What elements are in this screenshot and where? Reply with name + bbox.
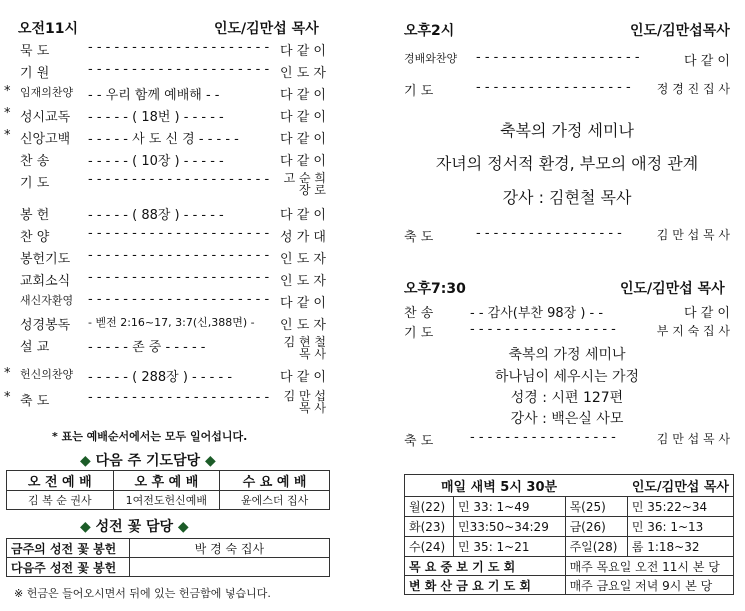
order-item-person: 인 도 자	[280, 66, 326, 81]
pm2-speaker: 강사 : 김현철 목사	[502, 188, 632, 207]
standing-mark: *	[4, 390, 11, 405]
prayer-wednesday-value: 윤에스더 집사	[220, 491, 330, 510]
order-item-person: 다 같 이	[280, 110, 326, 125]
pm2-time: 오후2시	[404, 23, 455, 39]
pm730-row-prayer: 기 도 - - - - - - - - - - - - - - - - - 부 지 숙 집 사	[404, 322, 730, 341]
prayer-section-title: ◆ 다음 주 기도담당 ◆	[80, 453, 216, 469]
order-item-content: - - - - - - - - - - - - - - - - - - - - -	[88, 292, 270, 307]
diamond-icon: ◆	[80, 519, 91, 535]
order-item-content: - - - - - - - - - - - - - - - - - - - - -	[88, 248, 270, 263]
flower-section-title: ◆ 성전 꽃 담당 ◆	[80, 519, 189, 535]
order-item-person: 인 도 자	[280, 252, 326, 267]
order-item-label: 신앙고백	[20, 132, 71, 147]
order-item-label: 임재의찬양	[20, 86, 74, 99]
prayer-afternoon-value: 1여전도헌신예배	[113, 491, 220, 510]
flower-next-week-value	[129, 558, 329, 577]
pm2-seminar-title: 축복의 가정 세미나	[500, 121, 634, 140]
diamond-icon: ◆	[177, 519, 189, 535]
order-item-content: - - 우리 함께 예배해 - -	[88, 88, 220, 103]
wed-prayer-value: 매주 목요일 오전 11시 본 당	[565, 557, 733, 576]
order-item-content: - - - - - - - - - - - - - - - - - - - - -	[88, 226, 270, 241]
order-item-label: 새신자환영	[20, 294, 74, 307]
pm730-row-hymn: 찬 송 - - 감사(부찬 98장 ) - - 다 같 이	[404, 306, 730, 321]
order-item	[20, 62, 326, 84]
order-item-label: 헌신의찬양	[20, 368, 74, 381]
order-item-content: - - - - - 사 도 신 경 - - - - -	[88, 132, 239, 147]
morning-service-time: 오전11시	[18, 21, 79, 37]
standing-mark: *	[4, 106, 11, 121]
order-item	[20, 204, 326, 226]
order-item-content: - - - - - ( 88장 ) - - - - -	[88, 208, 224, 223]
pm2-row-benediction: 축 도 - - - - - - - - - - - - - - - - - 김 만 섭 목 사	[404, 226, 730, 245]
pm2-row-praise: 경배와찬양 - - - - - - - - - - - - - - - - - - - 다 같 이	[404, 50, 730, 69]
prayer-header-wednesday: 수 요 예 배	[220, 471, 330, 491]
pm730-leader: 인도/김만섭 목사	[620, 281, 725, 297]
order-item	[4, 366, 326, 388]
order-item-person: 다 같 이	[280, 88, 326, 103]
pm730-row-benediction: 축 도 - - - - - - - - - - - - - - - - - 김 만 섭 목 사	[404, 430, 730, 449]
fri-prayer-value: 매주 금요일 저녁 9시 본 당	[565, 576, 733, 595]
order-item-content: - - - - - - - - - - - - - - - - - - - - -	[88, 270, 270, 285]
order-item-person: 성 가 대	[280, 230, 326, 245]
order-item	[4, 106, 326, 128]
order-item-label: 설 교	[20, 340, 50, 355]
order-item-person: 다 같 이	[280, 208, 326, 223]
order-item-label: 교회소식	[20, 274, 71, 289]
diamond-icon: ◆	[204, 453, 216, 469]
flower-this-week-label: 금주의 성전 꽃 봉헌	[7, 539, 130, 558]
order-item-content: - - - - - - - - - - - - - - - - - - - - -	[88, 62, 270, 77]
dawn-leader: 인도/김만섭 목사	[565, 475, 733, 497]
order-item-person: 김 현 철 목 사	[283, 335, 326, 361]
offering-footer-note: ※ 헌금은 들어오시면서 뒤에 있는 헌금함에 넣습니다.	[14, 587, 271, 600]
standing-note: * 표는 예배순서에서는 모두 일어섭니다.	[52, 430, 248, 443]
order-item-person: 인 도 자	[280, 318, 326, 333]
dawn-row: 수(24) 민 35: 1~21 주일(28) 롬 1:18~32	[405, 537, 734, 557]
order-item	[20, 270, 326, 292]
fri-prayer-label: 변 화 산 금 요 기 도 회	[405, 576, 566, 595]
wed-prayer-label: 목 요 중 보 기 도 회	[405, 557, 566, 576]
order-item-content: - - - - - ( 288장 ) - - - - -	[88, 370, 233, 385]
prayer-header-morning: 오 전 예 배	[7, 471, 114, 491]
order-item-person: 다 같 이	[280, 370, 326, 385]
order-item-content: - - - - - ( 10장 ) - - - - -	[88, 154, 224, 169]
flower-table	[6, 538, 330, 577]
dawn-title: 매일 새벽 5시 30분	[405, 475, 566, 497]
order-item	[20, 171, 326, 197]
order-item	[20, 226, 326, 248]
order-item-label: 축 도	[20, 394, 50, 409]
order-item	[4, 84, 326, 106]
order-item	[20, 40, 326, 62]
pm2-leader: 인도/김만섭목사	[630, 23, 730, 39]
standing-mark: *	[4, 84, 11, 99]
order-item-label: 찬 송	[20, 154, 50, 169]
order-item-label: 기 원	[20, 66, 50, 81]
pm730-speaker: 강사 : 백은실 사모	[510, 411, 624, 427]
order-item-person: 다 같 이	[280, 132, 326, 147]
order-item	[20, 248, 326, 270]
order-item-person: 다 같 이	[280, 296, 326, 311]
order-item	[4, 128, 326, 150]
diamond-icon: ◆	[80, 453, 91, 469]
standing-mark: *	[4, 128, 11, 143]
dawn-prayer-table	[404, 474, 734, 595]
pm730-time: 오후7:30	[404, 281, 466, 297]
order-item-content: - 벧전 2:16~17, 3:7(신,388면) -	[88, 316, 255, 329]
order-item-person: 인 도 자	[280, 274, 326, 289]
order-item-person: 김 만 섭 목 사	[283, 389, 326, 415]
order-item-content: - - - - - ( 18번 ) - - - - -	[88, 110, 224, 125]
order-item-label: 기 도	[20, 176, 50, 191]
order-item	[20, 314, 326, 336]
dawn-row: 화(23) 민33:50~34:29 금(26) 민 36: 1~13	[405, 517, 734, 537]
prayer-table	[6, 470, 330, 510]
order-item	[20, 292, 326, 314]
order-item-label: 찬 양	[20, 230, 50, 245]
flower-this-week-value: 박 경 숙 집사	[129, 539, 329, 558]
pm730-seminar-title: 축복의 가정 세미나	[508, 347, 626, 363]
morning-service-leader: 인도/김만섭 목사	[214, 21, 319, 37]
order-item-content: - - - - - - - - - - - - - - - - - - - - -	[88, 40, 270, 55]
pm2-seminar-subtitle: 자녀의 정서적 환경, 부모의 애정 관계	[435, 154, 699, 173]
order-item-person: 고 순 희 장 로	[283, 171, 326, 197]
order-item	[4, 389, 326, 415]
order-item-label: 묵 도	[20, 44, 50, 59]
standing-mark: *	[4, 366, 11, 381]
order-item-content: - - - - - - - - - - - - - - - - - - - - -	[88, 390, 270, 405]
order-item-person: 다 같 이	[280, 44, 326, 59]
order-item-person: 다 같 이	[280, 154, 326, 169]
pm730-scripture: 성경 : 시편 127편	[510, 390, 624, 406]
order-item-label: 성시교독	[20, 110, 71, 125]
prayer-header-afternoon: 오 후 예 배	[113, 471, 220, 491]
flower-next-week-label: 다음주 성전 꽃 봉헌	[7, 558, 130, 577]
pm730-seminar-subtitle: 하나님이 세우시는 가정	[494, 369, 640, 385]
order-item-label: 봉 헌	[20, 208, 50, 223]
order-item	[20, 150, 326, 172]
order-item-content: - - - - - - - - - - - - - - - - - - - - -	[88, 172, 270, 187]
order-item-label: 봉헌기도	[20, 252, 71, 267]
pm2-row-prayer: 기 도 - - - - - - - - - - - - - - - - - - 정 경 진 집 사	[404, 80, 730, 99]
dawn-row: 월(22) 민 33: 1~49 목(25) 민 35:22~34	[405, 497, 734, 517]
order-item-content: - - - - - 존 중 - - - - -	[88, 340, 206, 355]
order-item	[20, 335, 326, 361]
order-item-label: 성경봉독	[20, 318, 71, 333]
prayer-morning-value: 김 복 순 권사	[7, 491, 114, 510]
